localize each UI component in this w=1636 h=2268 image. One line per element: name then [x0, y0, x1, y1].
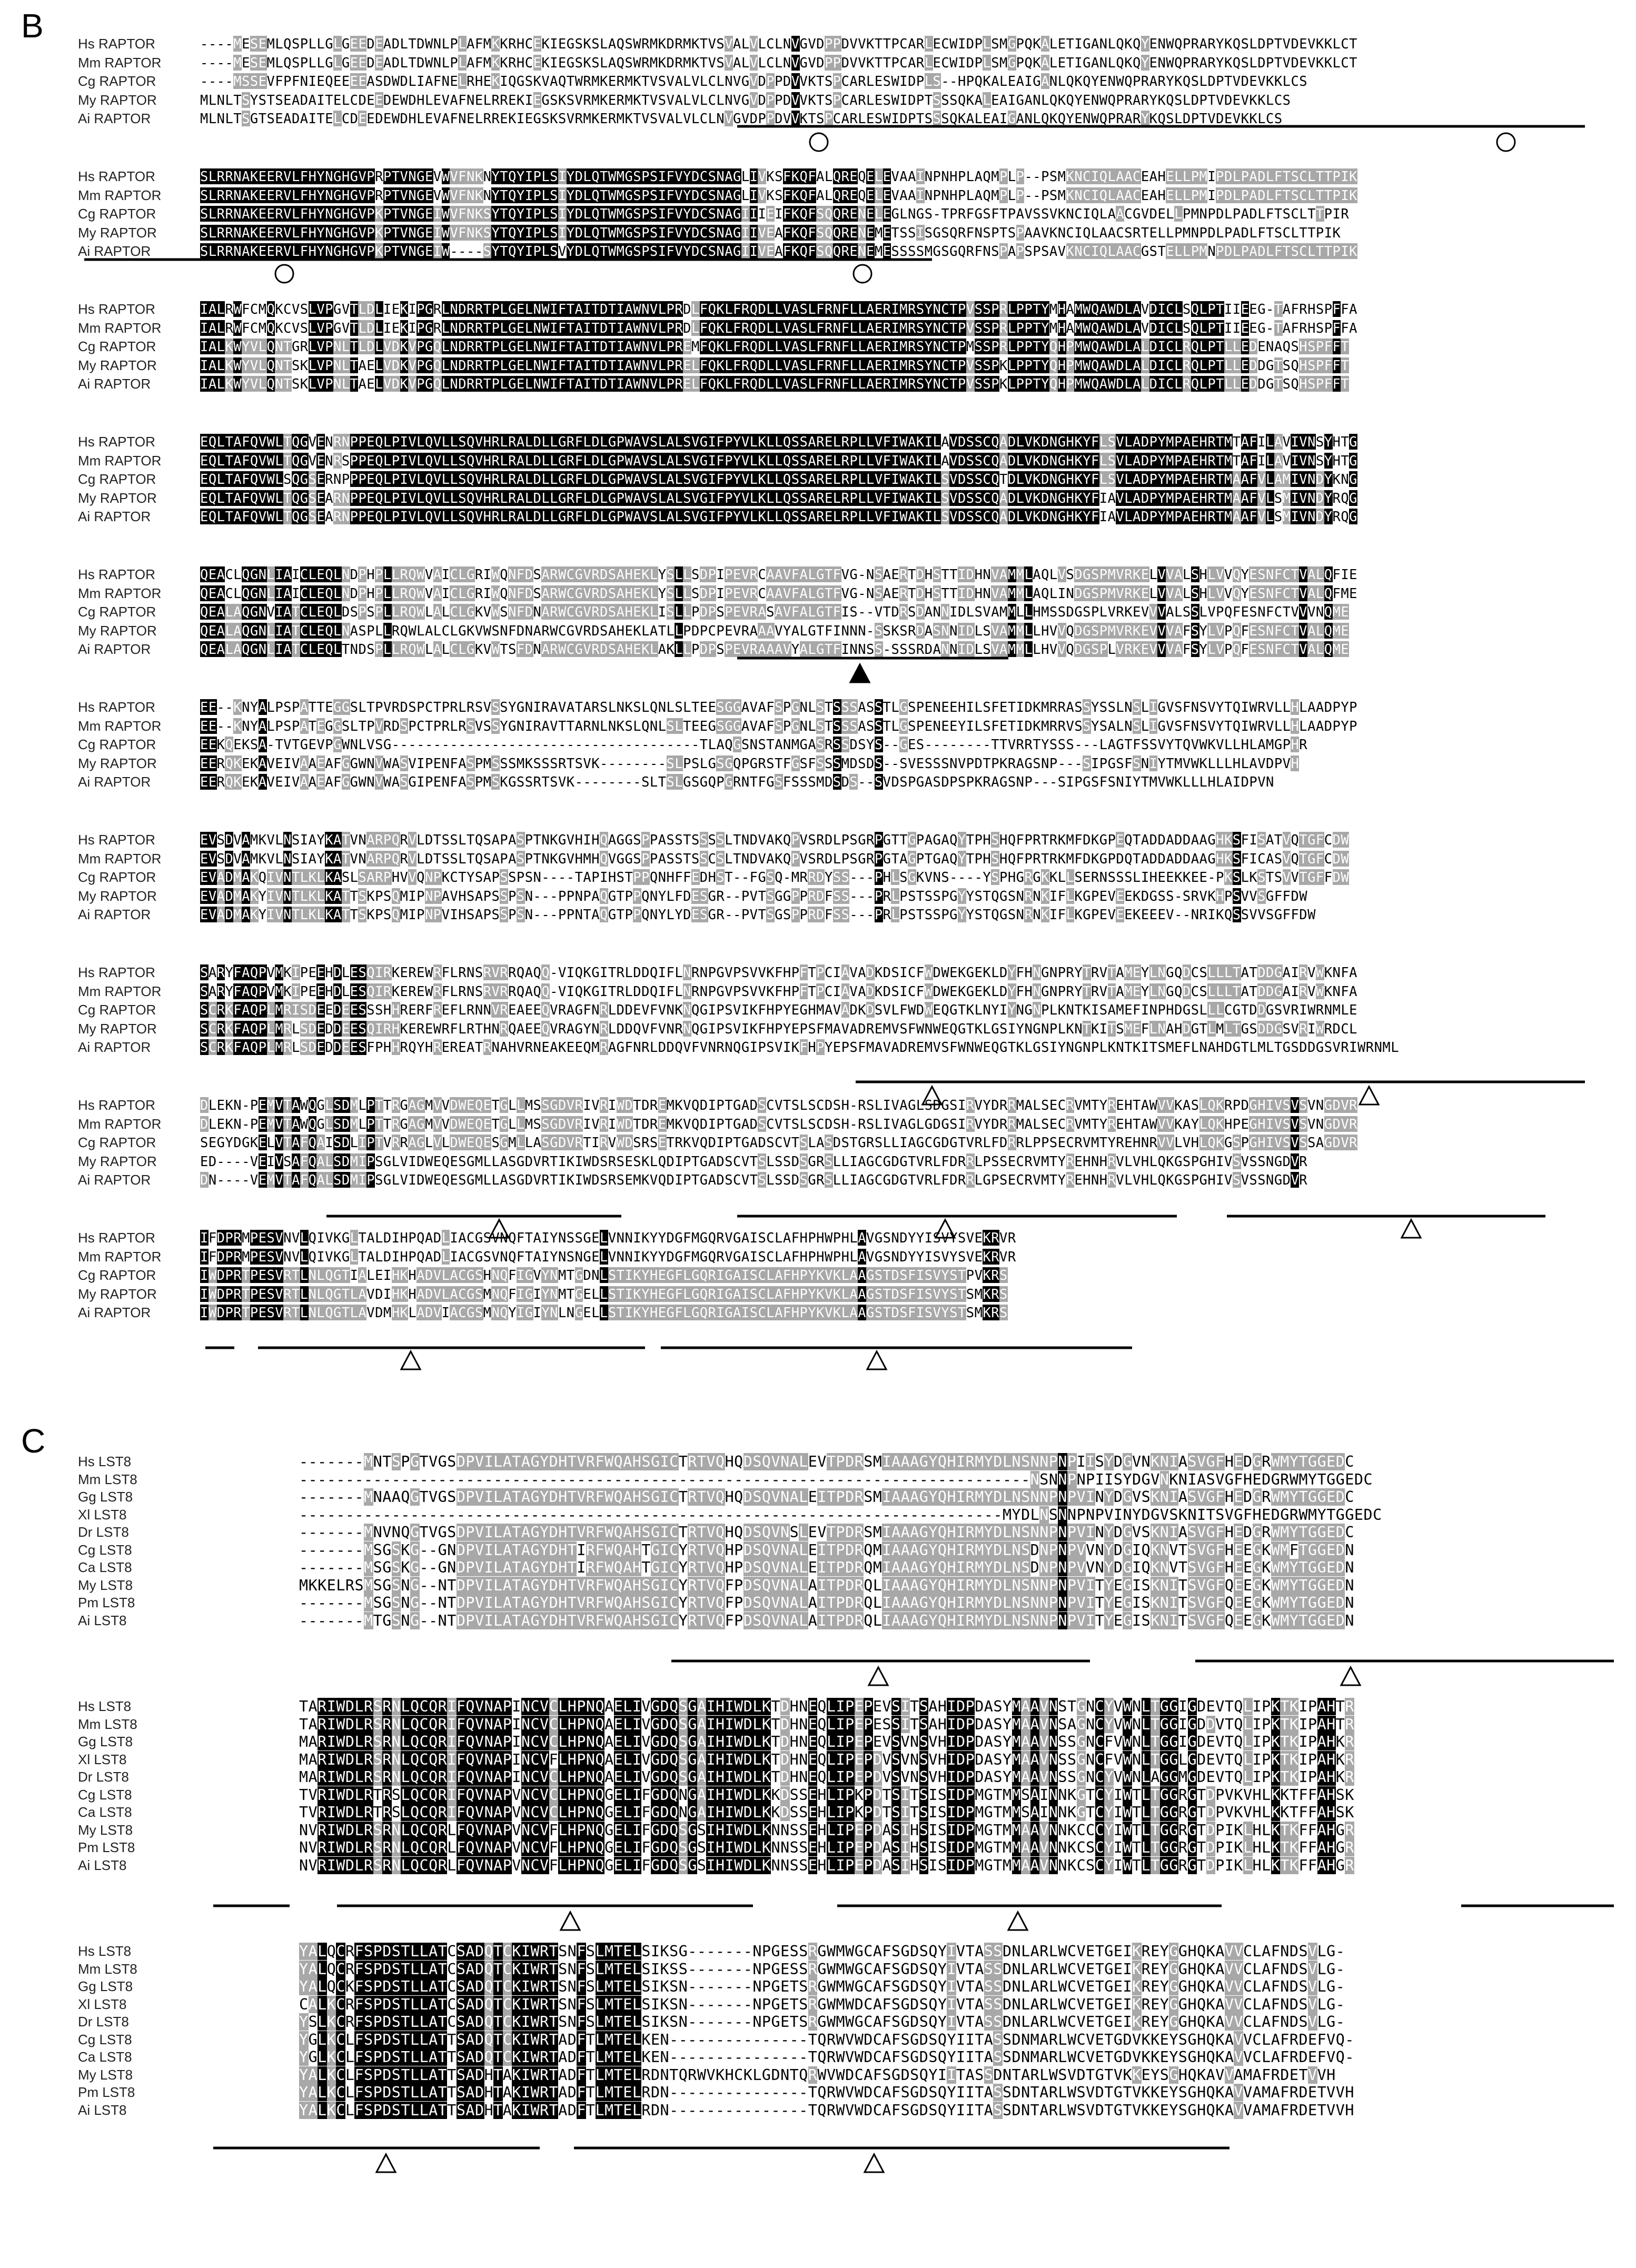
sequence-row: TVRIWDLRTRSLQCQRIFQVNAPVNCVCLHPNQGELIFGDQNGAIHIWDLKKDSSEHLIPKPDTSITSISIDPMGTMMSAINNKGTCYIWTLTGGRGTDPVKVHLKKTFFAHSK	[299, 1804, 1354, 1821]
sequence-label: Ca LST8	[78, 1559, 132, 1575]
sequence-row: NVRIWDLRSRNLQCQRLFQVNAPVNCVFLHPNQGELIFGDQSGSIHIWDLKNNSSEHLIPEPDASIHSISIDPMGTMMAAVNNKCSCYIWTLTGGRGTDPIKLHLKTKFFAHGR	[299, 1839, 1354, 1856]
sequence-row: SLRRNAKEERVLFHYNGHGVPKPTVNGEIWVFNKSYTQYIPLSIYDLQTWMGSPSIFVYDCSNAGIIIEIFKQFSQQRENELEGLNGS-TPRFGSFTPAVSSVKNCIQLAACGVDELLPMNPDLPADLFTSCLTTPIR	[200, 206, 1350, 222]
open-triangle-marker	[1402, 1220, 1421, 1238]
sequence-row: IWDPRTPESVRTLNLQGTLAVDIHKHADVLACGSMNQFIGIYNMTGELLSTIKYHEGFLGQRIGAISCLAFHPYKVKLAAGSTDSFISVYSTSMKRS	[200, 1286, 1008, 1302]
sequence-row: QEALAQGNLIATCLEQLNASPLLRQWLALCLGKVWSNFDNARWCGVRDSAHEKLATLLPDPCPEVRAAAVYALGTFINNN-SSKSRDASNNIDLSVAMMLLHVVQDGSPMVRKEVVVAFSYLVPQFESNFCTVALQME	[200, 622, 1350, 639]
sequence-label: Gg LST8	[78, 1734, 133, 1749]
sequence-label: My RAPTOR	[78, 224, 157, 241]
sequence-label: My RAPTOR	[78, 888, 157, 904]
sequence-row: -------MNTSPGTVGSDPVILATAGYDHTVRFWQAHSGICTRTVQHQDSQVNALEVTPDRSMIAAAGYQHIRMYDLNSNNPNPIISYDGVNKNIASVGFHEDGRWMYTGGEDC	[299, 1453, 1354, 1470]
sequence-label: Hs LST8	[78, 1698, 132, 1714]
sequence-label: Cg LST8	[78, 2031, 132, 2047]
open-triangle-marker	[865, 2154, 884, 2172]
sequence-row: ----------------------------------------------------------------------------MYDLNSNNPNPVINYDGVSKNITSVGFHEDGRWMYTGGEDC	[299, 1506, 1382, 1524]
sequence-row: MLNLTSYSTSEADAITELCDEEDEWDHLEVAFNELRREKIEGSKSVRMKERMKTVSVALVLCLNVGVDPPDVVKTSPCARLESWIDPTSSSQKALEAIGANLQKQYENWQPRARYKQSLDPTVDEVKKLCS	[200, 92, 1291, 108]
sequence-label: Ai RAPTOR	[78, 1039, 151, 1055]
sequence-label: Dr LST8	[78, 1524, 129, 1540]
sequence-row: IFDPRMPESVNVLQIVKGLTALDIHPQADLIACGSVNQFTAIYNSSGELVNNIKYYDGFMGQRVGAISCLAFHPHWPHLAVGSNDYYISVYSVEKRVR	[200, 1230, 1016, 1246]
open-triangle-marker	[401, 1351, 420, 1369]
sequence-label: Dr LST8	[78, 1769, 129, 1785]
sequence-row: EQLTAFQVWLSQGSERNPPPEQLPIVLQVLLSQVHRLRALDLLGRFLDLGPWAVSLALSVGIFPYVLKLLQSSARELRPLLVFIWAKILSVDSSCQTDLVKDNGHKYFLSVLADPYMPAEHRTMAAFVLAMIVNDYKNG	[200, 471, 1357, 487]
sequence-label: Mm RAPTOR	[78, 850, 162, 867]
sequence-label: Cg LST8	[78, 1786, 132, 1803]
sequence-label: Mm LST8	[78, 1716, 137, 1732]
sequence-label: Dr LST8	[78, 2014, 129, 2030]
sequence-label: My RAPTOR	[78, 490, 157, 506]
sequence-row: CALKCRFSPDSTLLATCSADQTCKIWRTSNFSLMTELSIKSN-------NPGETSRGWMWDCAFSGDSQYIVTASSDNLARLWCVETGEIKREYGGHQKAVVCLAFNDSVLG-	[299, 1995, 1345, 2013]
sequence-label: Ai RAPTOR	[78, 907, 151, 922]
sequence-label: Mm RAPTOR	[78, 1116, 162, 1132]
sequence-row: EERQKEKAVEIVAAEAFGGWNVWASVIPENFASPMSSSMKSSSRTSVK--------SLPSLGSGQPGRSTFGSFSSSMDSDS--SVESSSNVPDTPKRAGSNP---SIPGSFSNIYTMVWKLLLHLAVDPVH	[200, 755, 1300, 771]
sequence-label: My RAPTOR	[78, 357, 157, 373]
sequence-row: EVADMAKQIVNTLKLKASLSARPHVVQNPKCTYSAPSSPSN----TAPIHSTPPQNHFFEDHST--FGSQ-MRRDYSS---PHLSGKVNS----YSPHGRGKKLLSERNSSSLIHEEKKEE-PKSLKSTSVVTGFFDW	[200, 869, 1350, 885]
sequence-row: SLRRNAKEERVLFHYNGHGVPRPTVNGEVWVFNKNYTQYIPLSIYDLQTWMGSPSIFVYDCSNAGLIVKSFKQFALQREQELEVAAINPNHPLAQMPLP--PSMKNCIQLAACEAHELLPMIPDLPADLFTSCLTTPIK	[200, 187, 1357, 203]
sequence-label: Hs RAPTOR	[78, 1230, 155, 1246]
sequence-label: Cg RAPTOR	[78, 869, 156, 885]
sequence-label: Ai RAPTOR	[78, 1172, 151, 1188]
sequence-label: Ai RAPTOR	[78, 641, 151, 657]
sequence-label: Ai RAPTOR	[78, 1305, 151, 1320]
sequence-label: My RAPTOR	[78, 92, 157, 108]
sequence-row: YALKCLFSPDSTLLATTSADHTAKIWRTADFTLMTELRDN---------------TQRWVWDCAFSGDSQYIITASSDNTARLWSVDTGTVKKEYSGHQKAVVAMAFRDETVVH	[299, 2084, 1354, 2101]
sequence-row: SEGYDGKELVTAFQAISDLIPTVRRAGLVLDWEQESGMLLASGDVRTIRVWDSRSETRKVQDIPTGADSCVTSLASDSTGRSLLIAGCGDGTVRLFDRRLPPSECRVMTYREHNRVVLVHLQKGSPGHIVSVSSAGDVR	[200, 1135, 1357, 1150]
sequence-label: My RAPTOR	[78, 755, 157, 771]
sequence-label: Hs RAPTOR	[78, 566, 155, 582]
sequence-label: Mm RAPTOR	[78, 320, 162, 336]
sequence-row: ----MESEMLQSPLLGLGEEDEADLTDWNLPLAFMKKRHCEKIEGSKSLAQSWRMKDRMKTVSVALVLCLNVGVDPPDVVKTTPCARLECWIDPLSMGPQKALETIGANLQKQYENWQPRARYKQSLDPTVDEVKKLCT	[200, 54, 1357, 71]
sequence-label: Ai RAPTOR	[78, 243, 151, 259]
sequence-row: YALQCRFSPDSTLLATCSADQTCKIWRTSNFSLMTELSIKSS-------NPGESSRGWMWGCAFSGDSQYIVTASSDNLARLWCVETGEIKREYGGHQKAVVCLAFNDSVLG-	[299, 1960, 1345, 1978]
sequence-label: Mm RAPTOR	[78, 983, 162, 999]
sequence-label: Mm RAPTOR	[78, 54, 162, 71]
sequence-label: My RAPTOR	[78, 1286, 157, 1302]
sequence-row: -------MNVNQGTVGSDPVILATAGYDHTVRFWQAHSGICTRTVQHQDSQVNSLEVTPDRSMIAAAGYQHIRMYDLNSNNPNPVINYDGVSKNIASVGFHEDGRWMYTGGEDC	[299, 1524, 1354, 1541]
sequence-label: Cg RAPTOR	[78, 73, 156, 89]
sequence-label: Pm LST8	[78, 1839, 135, 1855]
sequence-row: ----MESEMLQSPLLGLGEEDEADLTDWNLPLAFMKKRHCEKIEGSKSLAQSWRMKDRMKTVSVALVLCLNVGVDPPDVVKTTPCARLECWIDPLSMGPQKALETIGANLQKQYENWQPRARYKQSLDPTVDEVKKLCT	[200, 36, 1357, 52]
sequence-label: My RAPTOR	[78, 622, 157, 639]
sequence-row: -------MNAAQGTVGSDPVILATAGYDHTVRFWQAHSGICTRTVQHQDSQVNALEITPDRSMIAAAGYQHIRMYDLNSNNPNPVINYDGVSKNIASVGFHEDGRWMYTGGEDC	[299, 1488, 1354, 1506]
sequence-row: DLEKN-PEMVTAWQGLSDMLPTTRGAGMVVDWEQETGLLMSSGDVRIVRIWDTDREMKVQDIPTGADSCVTSLSCDSH-RSLIVAGLSDGSIRVYDRRMALSECRVMTYREHTAWVVKASLQKRPDGHIVSVSVNGDVR	[200, 1097, 1357, 1113]
sequence-label: My LST8	[78, 2066, 133, 2083]
sequence-label: Xl LST8	[78, 1506, 127, 1523]
sequence-row: TVRIWDLRTRSLQCQRIFQVNAPVNCVCLHPNQGELIFGDQNGAIHIWDLKKDSSEHLIPKPDTSITSISIDPMGTMMSAINNKGTCYIWTLTGGRGTDPVKVHLKKTFFAHSK	[299, 1786, 1354, 1804]
sequence-row: SCRKFAQPLMRLSDEDDEESQIRHKEREWRFLRTHNRQAEEQVRAGYNRLDDQVFVNRNQGIPSVIKFHPYEPSFMAVADREMVSFWNWEQGTKLGSIYNGNPLKNTKITSMEFLNAHDGTLMLTGSDDGSVRIWRDCL	[200, 1020, 1357, 1037]
sequence-label: Mm LST8	[78, 1961, 137, 1977]
sequence-row: EERQKEKAVEIVAAEAFGGWNVWASGIPENFASPMSKGSSRTSVK--------SLTSLGSGQPGRNTFGSFSSSMDSDS--SVDSPGASDPSPKRAGSNP---SIPGSFSNIYTMVWKLLLHLAIDPVN	[200, 774, 1274, 790]
filled-triangle-marker	[850, 664, 869, 682]
sequence-row: YALKCLFSPDSTLLATTSADHTAKIWRTADFTLMTELRDNTQRWVKHCKLGDNTQRWVWDCAFSGDSQYIITASSDNTARLWSVDTGTVKKEYSGHQKAVVAMAFRDETVVH	[299, 2066, 1336, 2084]
sequence-label: Hs RAPTOR	[78, 1097, 155, 1113]
open-triangle-marker	[867, 1351, 886, 1369]
sequence-row: YALQCRFSPDSTLLATCSADQTCKIWRTSNFSLMTELSIKSG-------NPGESSRGWMWGCAFSGDSQYIVTASSDNLARLWCVETGEIKREYGGHQKAVVCLAFNDSVLG-	[299, 1943, 1345, 1960]
sequence-row: -------MSGSNG--NTDPVILATAGYDHTVRFWQAHSGICYRTVQFPDSQVNALAITPDRQLIAAAGYQHIRMYDLNSNNPNPVITYEGISKNITSVGFQEEGKWMYTGGEDN	[299, 1594, 1354, 1612]
sequence-label: Cg RAPTOR	[78, 604, 156, 620]
sequence-row: YALKCLFSPDSTLLATTSADHTAKIWRTADFTLMTELRDN---------------TQRWVWDCAFSGDSQYIITASSDNTARLWSVDTGTVKKEYSGHQKAVVAMAFRDETVVH	[299, 2101, 1354, 2119]
sequence-label: Ai LST8	[78, 1857, 127, 1873]
sequence-row: EQLTAFQVWLTQGVENRNPPEQLPIVLQVLLSQVHRLRALDLLGRFLDLGPWAVSLALSVGIFPYVLKLLQSSARELRPLLVFIWAKILAVDSSCQADLVKDNGHKYFLSVLADPYMPAEHRTMTAFILAVIVNSYHTG	[200, 434, 1357, 450]
sequence-row: SLRRNAKEERVLFHYNGHGVPRPTVNGEVWVFNKNYTQYIPLSIYDLQTWMGSPSIFVYDCSNAGLIVKSFKQFALQREQELEVAAINPNHPLAQMPLP--PSMKNCIQLAACEAHELLPMIPDLPADLFTSCLTTPIK	[200, 168, 1357, 184]
sequence-label: Cg RAPTOR	[78, 1267, 156, 1283]
sequence-label: Hs RAPTOR	[78, 964, 155, 980]
sequence-row: QEALAQGNLIATCLEQLTNDSPLLRQWLALCLGKVWTSFDNARWCGVRDSAHEKLAKLLPDPSPEVRAAAVYALGTFINNSS-SSSRDANNIDLSVAMMLLHVVQDGSPLVRKEVVVAFSYLVPQFESNFCTVALQME	[200, 641, 1350, 657]
sequence-row: NVRIWDLRSRNLQCQRLFQVNAPVNCVFLHPNQGELIFGDQSGSIHIWDLKNNSSEHLIPEPDASIHSISIDPMGTMMAAVNNKCSCYIWTLTGGRGTDPIKLHLKTKFFAHGR	[299, 1856, 1354, 1874]
sequence-row: EE--KNYALPSPATTEGGSLTPVRDSPCTPRLRSVSSYGNIRAVATARSLNKSLQNLSLTEESGGAVAFSPGNLSTSSSASSTLGSPENEEHILSFETIDKMRRASSYSSLNSLIGVSFNSVYTQIWRVLLHLAADPYP	[200, 699, 1357, 715]
panel-letter: B	[21, 7, 44, 45]
sequence-row: MLNLTSGTSEADAITELCDEEDEWDHLEVAFNELRREKIEGSKSVRMKERMKTVSVALVLCLNVGVDPPDVVKTSPCARLESWIDPTSSSQKALEAIGANLQKQYENWQPRARYKQSLDPTVDEVKKLCS	[200, 111, 1283, 126]
sequence-row: IFDPRMPESVNVLQIVKGLTALDIHPQADLIACGSVNQFTAIYNSNGELVNNIKYYDGFMGQRVGAISCLAFHPHWPHLAVGSNDYYISVYSVEKRVR	[200, 1248, 1016, 1265]
sequence-label: Cg RAPTOR	[78, 1002, 156, 1018]
sequence-label: Cg RAPTOR	[78, 737, 156, 752]
sequence-row: YGLKCLFSPDSTLLATTSADQTCKIWRTADFTLMTELKEN---------------TQRWVWDCAFSGDSQYIITASSDNMARLWCVETGDVKKEYSGHQKAVVCLAFRDEFVQ-	[299, 2048, 1354, 2066]
sequence-row: QEACLQGNLIAICLEQLNDPHPLLRQWVAICLGRIWQNFDSARWCGVRDSAHEKLYSLLSDPIPEVRCAAVFALGTFVG-NSAERTDHSTTIDHNVAMMLAQLINDGSPMVRKELVVALSHLVVQYESNFCTVALQFME	[200, 585, 1357, 601]
sequence-row: -------------------------------------------------------------------------------NSNNPNPIISYDGVNKNIASVGFHEDGRWMYTGGEDC	[299, 1470, 1373, 1488]
sequence-label: Hs LST8	[78, 1943, 132, 1959]
sequence-label: Cg RAPTOR	[78, 339, 156, 354]
sequence-label: Ai LST8	[78, 1612, 127, 1628]
sequence-row: YALQCKFSPDSTLLATCSADQTCKIWRTSNFSLMTELSIKSN-------NPGETSRGWMWGCAFSGDSQYIVTASSDNLARLWCVETGEIKREYGGHQKAVVCLAFNDSVLG-	[299, 1978, 1345, 1995]
sequence-row: -------MSGSKG--GNDPVILATAGYDHTIRFWQAHTGICYRTVQHPDSQVNALEITPDRQMIAAAGYQHIRMYDLNSDNPNPVVNYDGIQKNVTSVGFHEEGKWMFTGGEDN	[299, 1541, 1354, 1559]
sequence-row: MARIWDLRSRNLQCQRIFQVNAPINCVFLHPNQAELIVGDQSGAIHIWDLKTDHNEQLIPEPDVSVNSVHIDPDASYMAAVNSSGNCFVWNLTGGLGDEVTQLIPKTKIPAHKR	[299, 1750, 1354, 1768]
sequence-label: Ai RAPTOR	[78, 509, 151, 524]
sequence-label: Pm LST8	[78, 1595, 135, 1610]
circle-marker	[1497, 133, 1515, 151]
sequence-label: Cg RAPTOR	[78, 1135, 156, 1150]
sequence-row: SARYFAQPVMKIPEEHDLESQIRKEREWRFLRNSRVRRQAQQ-VIQKGITRLDDQIFLNRNPGVPSVVKFHPFTPCIAVADKDSICFWDWEKGEKLDYFHNGNPRYTRVTAMEYLNGQDCSLLLTATDDGAIRVWKNFA	[200, 983, 1357, 999]
circle-marker	[275, 265, 293, 283]
sequence-row: ED----VEIVSAFQALSDMIPSGLVIDWEQESGMLLASGDVRTIKIWDSRSESKLQDIPTGADSCVTSLSSDSGRSLLIAGCGDGTVRLFDRRLPSSECRVMTYREHNHRVLVHLQKGSPGHIVSVSSNGDVR	[200, 1153, 1308, 1169]
sequence-row: IALRWFCMQKCVSLVPGVTLDLIEKIPGRLNDRRTPLGELNWIFTAITDTIAWNVLPRDLFQKLFRQDLLVASLFRNFLLAERIMRSYNCTPVSSPRLPPTYMHAMWQAWDLAVDICLSQLPTIIEEG-TAFRHSPFFA	[200, 301, 1357, 317]
sequence-label: Cg LST8	[78, 1541, 132, 1558]
sequence-row: DN----VEMVTAFQALSDMIPSGLVIDWEQESGMLLASGDVRTIKIWDSRSEMKVQDIPTGADSCVTSLSSDSGRSLLIAGCGDGTVRLFDRRLGPSECRVMTYREHNHRVLVHLQKGSPGHIVSVSSNGDVR	[200, 1172, 1308, 1188]
sequence-row: SCRKFAQPLMRLSDEDDEESFPHHRQYHREREATRNAHVRNEAKEEQMRAGFNRLDDQVFVNRNQGIPSVIKFHPYEPSFMAVADREMVSFWNWEQGTKLGSIYNGNPLKNTKITSMEFLNAHDGTLMLTGSDDGSVRIWRNML	[200, 1039, 1399, 1055]
sequence-label: Hs RAPTOR	[78, 832, 155, 848]
sequence-label: Hs RAPTOR	[78, 434, 155, 450]
sequence-row: IALKWYVLQNTSKLVPNLTAELVDKVPGQLNDRRTPLGELNWIFTAITDTIAWNVLPRELFQKLFRQDLLVASLFRNFLLAERIMRSYNCTPVSSPKLPPTYQHPMWQAWDLALDICLRQLPTLLEDDGTSQHSPFFT	[200, 357, 1350, 373]
sequence-row: EVSDVAMKVLNSIAYKATVNARPQRVLDTSSLTQSAPASPTNKGVHMHQVGGSPPASSTSSCSLTNDVAKQPVSRDLPSGRPGTAGPTGAQYTPHSHQFPRTRKMFDKGPDQTADDADDAAGHKSFICASVQTGFCDW	[200, 850, 1350, 867]
sequence-row: EEKQEKSA-TVTGEVPGWNLVSG-------------------------------------TLAQGSNSTANMGASRSSDSYS--GES--------TTVRRTYSSS---LAGTFSSVYTQVWKVLLHLAMGPHR	[200, 737, 1308, 752]
sequence-row: QEACLQGNLIAICLEQLNDPHPLLRQWVAICLGRIWQNFDSARWCGVRDSAHEKLYSLLSDPIPEVRCAAVFALGTFVG-NSAERTDHSTTIDHNVAMMLAQLVSDGSPMVRKELVVALSHLVVQYESNFCTVALQFIE	[200, 566, 1357, 582]
sequence-label: Mm RAPTOR	[78, 1248, 162, 1265]
sequence-label: Hs RAPTOR	[78, 36, 155, 52]
sequence-label: Xl LST8	[78, 1996, 127, 2012]
open-triangle-marker	[376, 2154, 395, 2172]
sequence-row: EVADMAKYIVNTLKLKATTSKPSQMIPNPVIHSAPSSPSN---PPNTAQGTPPQNYLYDESGR--PVTSGSPPRDFSS---PRLPSTSSPGYYSTQGSNRNKIFLKGPEVEEKEEEV--NRIKQSSVVSGFFDW	[200, 907, 1316, 922]
sequence-label: Mm RAPTOR	[78, 718, 162, 734]
sequence-label: Hs LST8	[78, 1454, 132, 1469]
sequence-label: My RAPTOR	[78, 1020, 157, 1037]
sequence-row: MKKELRSMSGSNG--NTDPVILATAGYDHTVRFWQAHSGICYRTVQFPDSQVNALAITPDRQLIAAAGYQHIRMYDLNSNNPNPVITYEGISKNITSVGFQEEGKWMYTGGEDN	[299, 1576, 1354, 1594]
sequence-row: SCRKFAQPLMRISDEEDEESSSHHRERFREFLRNNVREAEEQVRAGFNRLDDEVFVNKNQGIPSVIKFHPYEGHMAVADKDSVLFWDWEQGTKLNYIYNGNPLKNTKISAMEFINPHDGSLLLCGTDDGSVRIWRNMLE	[200, 1002, 1357, 1018]
sequence-row: DLEKN-PEMVTAWQGLSDMLPTTRGAGMVVDWEQETGLLMSSGDVRIVRIWDTDREMKVQDIPTGADSCVTSLSCDSH-RSLIVAGLGDGSIRVYDRRMALSECRVMTYREHTAWVVKAYLQKHPEGHIVSVSVNGDVR	[200, 1116, 1357, 1132]
sequence-label: Ai LST8	[78, 2102, 127, 2118]
sequence-row: SARYFAQPVMKIPEEHDLESQIRKEREWRFLRNSRVRRQAQQ-VIQKGITRLDDQIFLNRNPGVPSVVKFHPFTPCIAVADKDSICFWDWEKGEKLDYFHNGNPRYTRVTAMEYLNGQDCSLLLTATDDGAIRVWKNFA	[200, 964, 1357, 980]
sequence-label: My LST8	[78, 1822, 133, 1838]
sequence-label: Hs RAPTOR	[78, 699, 155, 715]
open-triangle-marker	[1360, 1087, 1379, 1105]
sequence-row: TARIWDLRSRNLQCQRIFQVNAPINCVCLHPNQAELIVGDQSGAIHIWDLKTDHNEQLIPEPESSITSAHIDPDASYMAAVNSAGNCYVWNLTGGIGDDVTQLIPKTKIPAHTR	[299, 1715, 1354, 1733]
sequence-label: Mm RAPTOR	[78, 187, 162, 203]
sequence-row: SLRRNAKEERVLFHYNGHGVPKPTVNGEIW----SYTQYIPLSVYDLQTWMGSPSIFVYDCSNAGIIVEAFKQFSQQRENEMESSSSMGSGQRFNSPAPSPSAVKNCIQLAACGSTELLPMNPDLPADLFTSCLTTPIK	[200, 243, 1357, 259]
sequence-row: IALKWYVLQNTGRLVPNLTLDLVDKVPGQLNDRRTPLGELNWIFTAITDTIAWNVLPREMFQKLFRQDLLVASLFRNFLLAERIMRSYNCTPMSSPRLPPTYQHPMWQAWDLALDICLRQLPTLLEDENAQSHSPFFT	[200, 339, 1350, 354]
sequence-label: Hs RAPTOR	[78, 301, 155, 317]
sequence-label: Ai RAPTOR	[78, 376, 151, 392]
sequence-row: TARIWDLRSRNLQCQRIFQVNAPINCVCLHPNQAELIVGDQSGAIHIWDLKTDHNEQLIPEPEVSITSAHIDPDASYMAAVNSTGNCYVWNLTGGIGDEVTQLIPKTKIPAHTR	[299, 1698, 1354, 1715]
sequence-row: EQLTAFQVWLTQGSEARNPPEQLPIVLQVLLSQVHRLRALDLLGRFLDLGPWAVSLALSVGIFPYVLKLLQSSARELRPLLVFIWAKILSVDSSCQADLVKDNGHKYFIAVLADPYMPAEHRTMAAFVLSMIVNDYRQG	[200, 509, 1357, 524]
sequence-row: YGLKCLFSPDSTLLATTSADQTCKIWRTADFTLMTELKEN---------------TQRWVWDCAFSGDSQYIITASSDNMARLWCVETGDVKKEYSGHQKAVVCLAFRDEFVQ-	[299, 2031, 1354, 2048]
open-triangle-marker	[561, 1912, 580, 1930]
sequence-label: Gg LST8	[78, 1978, 133, 1994]
sequence-row: -------MTGSNG--NTDPVILATAGYDHTVRFWQAHSGICYRTVQFPDSQVNALAITPDRQLIAAAGYQHIRMYDLNSNNPNPVITYEGISKNITSVGFQEEGKWMYTGGEDN	[299, 1612, 1354, 1629]
sequence-row: -------MSGSKG--GNDPVILATAGYDHTIRFWQAHTGICYRTVQHPDSQVNALEITPDRQMIAAAGYQHIRMYDLNSDNPNPVVNYDGIQKNVTSVGFHEEGKWMYTGGEDN	[299, 1559, 1354, 1576]
sequence-row: MARIWDLRSRNLQCQRIFQVNAPINCVCLHPNQAELIVGDQSGAIHIWDLKTDHNEQLIPEPDVSVNSVHIDPDASYMAAVNSSGNCYVWNLAGGMGDEVTQLIPKTKIPAHKR	[299, 1768, 1354, 1786]
sequence-label: Ca LST8	[78, 2049, 132, 2065]
sequence-label: Pm LST8	[78, 2084, 135, 2100]
sequence-row: YSLKCRFSPDSTLLATCSADQTCKIWRTSNFSLMTELSIKSN-------NPGETSRGWMWGCAFSGDSQYIVTASSDNLARLWCVETGEIKREYGGHQKAVVCLAFNDSVLG-	[299, 2013, 1345, 2031]
sequence-row: MARIWDLRSRNLQCQRIFQVNAPINCVCLHPNQAELIVGDQSGAIHIWDLKTDHNEQLIPEPEVSVNSVHIDPDASYMAAVNSSGNCFVWNLTGGIGDEVTQLIPKTKIPAHKR	[299, 1733, 1354, 1750]
sequence-row: EVADMAKYIVNTLKLKATTSKPSQMIPNPAVHSAPSSPSN---PPNPAQGTPPQNYLFDESGR--PVTSGGPPRDFSS---PRLPSTSSPGYYSTQGSNRNKIFLKGPEVEEKDGSS-SRVKHPSVVSGFFDW	[200, 888, 1308, 904]
circle-marker	[810, 133, 828, 151]
sequence-label: Gg LST8	[78, 1489, 133, 1505]
sequence-label: My LST8	[78, 1577, 133, 1593]
sequence-label: Mm RAPTOR	[78, 452, 162, 469]
circle-marker	[854, 265, 871, 283]
sequence-label: Hs RAPTOR	[78, 168, 155, 184]
sequence-row: SLRRNAKEERVLFHYNGHGVPKPTVNGEIWVFNKSYTQYIPLSIYDLQTWMGSPSIFVYDCSNAGIIVEAFKQFSQQRENEMETSSISGSQRFNSPTSPAAVKNCIQLAACSRTELLPMNPDLPADLFTSCLTTPIK	[200, 224, 1341, 241]
sequence-row: ----MSSEVFPFNIEQEEEEASDWDLIAFNELRHEKIQGSKVAQTWRMKERMKTVSVALVLCLNVGVDPPDVVKTSPCARLESWIDPLS--HPQKALEAIGANLQKQYENWQPRARYKQSLDPTVDEVKKLCS	[200, 73, 1308, 89]
open-triangle-marker	[1341, 1667, 1360, 1685]
sequence-row: IWDPRTPESVRTLNLQGTLAVDMHKLADVIACGSMNQYIGIYNLNGELLSTIKYHEGFLGQRIGAISCLAFHPYKVKLAAGSTDSFISVYSTSMKRS	[200, 1305, 1008, 1320]
sequence-row: IWDPRTPESVRTLNLQGTIALEIHKHADVLACGSHNQFIGVYNMTGDNLSTIKYHEGFLGQRIGAISCLAFHPYKVKLAAGSTDSFISVYSTPVKRS	[200, 1267, 1008, 1283]
sequence-row: IALRWFCMQKCVSLVPGVTLDLIEKIPGRLNDRRTPLGELNWIFTAITDTIAWNVLPRDLFQKLFRQDLLVASLFRNFLLAERIMRSYNCTPVSSPRLPPTYMHAMWQAWDLAVDICLSQLPTIIEEG-TAFRHSPFFA	[200, 320, 1357, 336]
sequence-label: Mm LST8	[78, 1471, 137, 1487]
open-triangle-marker	[869, 1667, 888, 1685]
sequence-label: My RAPTOR	[78, 1153, 157, 1169]
sequence-row: QEALAQGNVIATCLEQLDSPSPLLRQWLALCLGKVWSNFDNARWCGVRDSAHEKLISLLPDPSPEVRASAVFALGTFIS--VTDRSDANNIDLSVAMMLLHMSSDGSPLVRKEVVVALSSLVPQFESNFCTVVVNQME	[200, 604, 1350, 620]
sequence-row: IALKWYVLQNTSKLVPNLTAELVDKVPGQLNDRRTPLGELNWIFTAITDTIAWNVLPRELFQKLFRQDLLVASLFRNFLLAERIMRSYNCTPVSSPKLPPTYQHPMWQAWDLALDICLRQLPTLLEDDGTSQHSPFFT	[200, 376, 1350, 392]
sequence-row: EQLTAFQVWLTQGSEARNPPEQLPIVLQVLLSQVHRLRALDLLGRFLDLGPWAVSLALSVGIFPYVLKLLQSSARELRPLLVFIWAKILSVDSSCQADLVKDNGHKYFIAVLADPYMPAEHRTMAAFVLSMIVNDYRQG	[200, 490, 1357, 506]
sequence-row: EE--KNYALPSPATEGGSLTPVRDSPCTPRLRSVSSYGNIRAVTTARNLNKSLQNLSLTEEGSGGAVAFSPGNLSTSSSASSTLGSPENEEYILSFETIDKMRRVSSYSALNSLIGVSFNSVYTQIWRVLLHLAADPYP	[200, 718, 1357, 734]
sequence-label: Ai RAPTOR	[78, 774, 151, 790]
sequence-label: Cg RAPTOR	[78, 471, 156, 487]
sequence-row: EQLTAFQVWLTQGVENRSPPEQLPIVLQVLLSQVHRLRALDLLGRFLDLGPWAVSLALSVGIFPYVLKLLQSSARELRPLLVFIWAKILAVDSSCQADLVKDNGHKYFLSVLADPYMPAEHRTMTAFILAVIVNSYHTG	[200, 452, 1357, 469]
sequence-label: Mm RAPTOR	[78, 585, 162, 601]
sequence-label: Ai RAPTOR	[78, 111, 151, 126]
sequence-label: Cg RAPTOR	[78, 206, 156, 222]
panel-letter: C	[21, 1422, 46, 1460]
sequence-label: Ca LST8	[78, 1804, 132, 1820]
sequence-label: Xl LST8	[78, 1751, 127, 1767]
sequence-row: NVRIWDLRSRNLQCQRLFQVNAPVNCVFLHPNQGELIFGDQSGSIHIWDLKNNSSEHLIPEPDASIHSISIDPMGTMMAAVNNKCCCYIWTLTGGRGTDPIKLHLKTKFFAHGR	[299, 1821, 1354, 1839]
open-triangle-marker	[1008, 1912, 1027, 1930]
sequence-row: EVSDVAMKVLNSIAYKATVNARPQRVLDTSSLTQSAPASPTNKGVHIHQAGGSPPASSTSSSSLTNDVAKQPVSRDLPSGRPGTTGPAGAQYTPHSHQFPRTRKMFDKGPEQTADDADDAAGHKSFISATVQTGFCDW	[200, 832, 1350, 848]
